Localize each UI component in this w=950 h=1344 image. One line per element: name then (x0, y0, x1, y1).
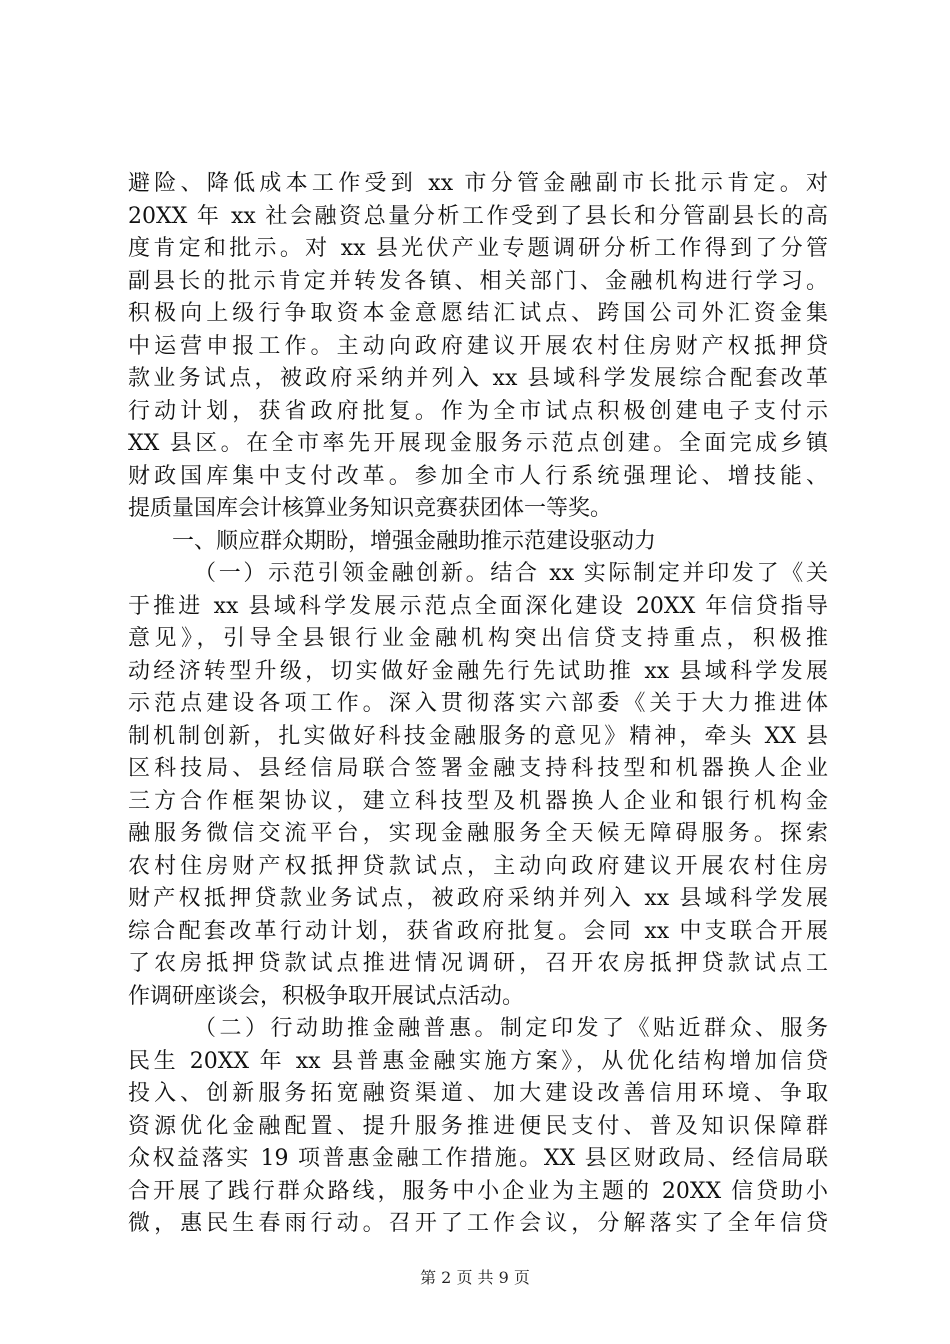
text-line: 财政国库集中支付改革。参加全市人行系统强理论、增技能、 (128, 463, 828, 489)
text-line: 合开展了践行群众路线，服务中小企业为主题的 20XX 信贷助小 (128, 1178, 828, 1204)
text-line: 民生 20XX 年 xx 县普惠金融实施方案》，从优化结构增加信贷 (128, 1048, 828, 1074)
text-line: 避险、降低成本工作受到 xx 市分管金融副市长批示肯定。对 (128, 171, 828, 196)
text-line: 区科技局、县经信局联合签署金融支持科技型和机器换人企业 (128, 756, 828, 781)
text-line: 度肯定和批示。对 xx 县光伏产业专题调研分析工作得到了分管 (128, 236, 828, 261)
text-line: 投入、创新服务拓宽融资渠道、加大建设改善信用环境、争取 (128, 1081, 828, 1106)
text-line: 行动计划，获省政府批复。作为全市试点积极创建电子支付示 (128, 398, 828, 424)
text-line: 意见》，引导全县银行业金融机构突出信贷支持重点，积极推 (128, 626, 828, 651)
document-body (128, 168, 828, 1241)
text-line: 于推进 xx 县域科学发展示范点全面深化建设 20XX 年信贷指导 (128, 593, 828, 619)
text-line: 微，惠民生春雨行动。召开了工作会议，分解落实了全年信贷 (128, 1211, 828, 1236)
text-line: 资源优化金融配置、提升服务推进便民支付、普及知识保障群 (128, 1113, 828, 1139)
text-line: 综合配套改革行动计划，获省政府批复。会同 xx 中支联合开展 (128, 918, 828, 944)
text-line: 众权益落实 19 项普惠金融工作措施。XX 县区财政局、经信局联 (128, 1146, 828, 1171)
text-line: 积极向上级行争取资本金意愿结汇试点、跨国公司外汇资金集 (128, 301, 828, 326)
text-line: 了农房抵押贷款试点推进情况调研，召开农房抵押贷款试点工 (128, 951, 828, 976)
text-line: XX 县区。在全市率先开展现金服务示范点创建。全面完成乡镇 (128, 431, 828, 456)
text-line: 制机制创新，扎实做好科技金融服务的意见》精神，牵头 XX 县 (128, 723, 828, 749)
text-line: 款业务试点，被政府采纳并列入 xx 县域科学发展综合配套改革 (128, 366, 828, 391)
text-line: 中运营申报工作。主动向政府建议开展农村住房财产权抵押贷 (128, 333, 828, 359)
page-footer (0, 1268, 950, 1288)
text-line: 20XX 年 xx 社会融资总量分析工作受到了县长和分管副县长的高 (128, 203, 828, 229)
section-heading: 一、顺应群众期盼，增强金融助推示范建设驱动力 (172, 528, 657, 554)
text-line: 三方合作框架协议，建立科技型及机器换人企业和银行机构金 (128, 788, 828, 814)
text-line: 动经济转型升级，切实做好金融先行先试助推 xx 县域科学发展 (128, 658, 828, 684)
text-line: 示范点建设各项工作。深入贯彻落实六部委《关于大力推进体 (128, 691, 828, 716)
text-line: 融服务微信交流平台，实现金融服务全天候无障碍服务。探索 (128, 821, 828, 846)
page-number: 第 2 页 共 9 页 (420, 1268, 530, 1287)
text-line: 作调研座谈会，积极争取开展试点活动。 (128, 983, 525, 1009)
text-line: 农村住房财产权抵押贷款试点，主动向政府建议开展农村住房 (128, 853, 828, 879)
text-line: 提质量国库会计核算业务知识竞赛获团体一等奖。 (128, 496, 613, 521)
text-line: （二）行动助推金融普惠。制定印发了《贴近群众、服务 (194, 1016, 828, 1041)
text-line: 副县长的批示肯定并转发各镇、相关部门、金融机构进行学习。 (128, 268, 828, 294)
text-line: 财产权抵押贷款业务试点，被政府采纳并列入 xx 县域科学发展 (128, 886, 828, 911)
text-line: （一）示范引领金融创新。结合 xx 实际制定并印发了《关 (194, 561, 828, 586)
